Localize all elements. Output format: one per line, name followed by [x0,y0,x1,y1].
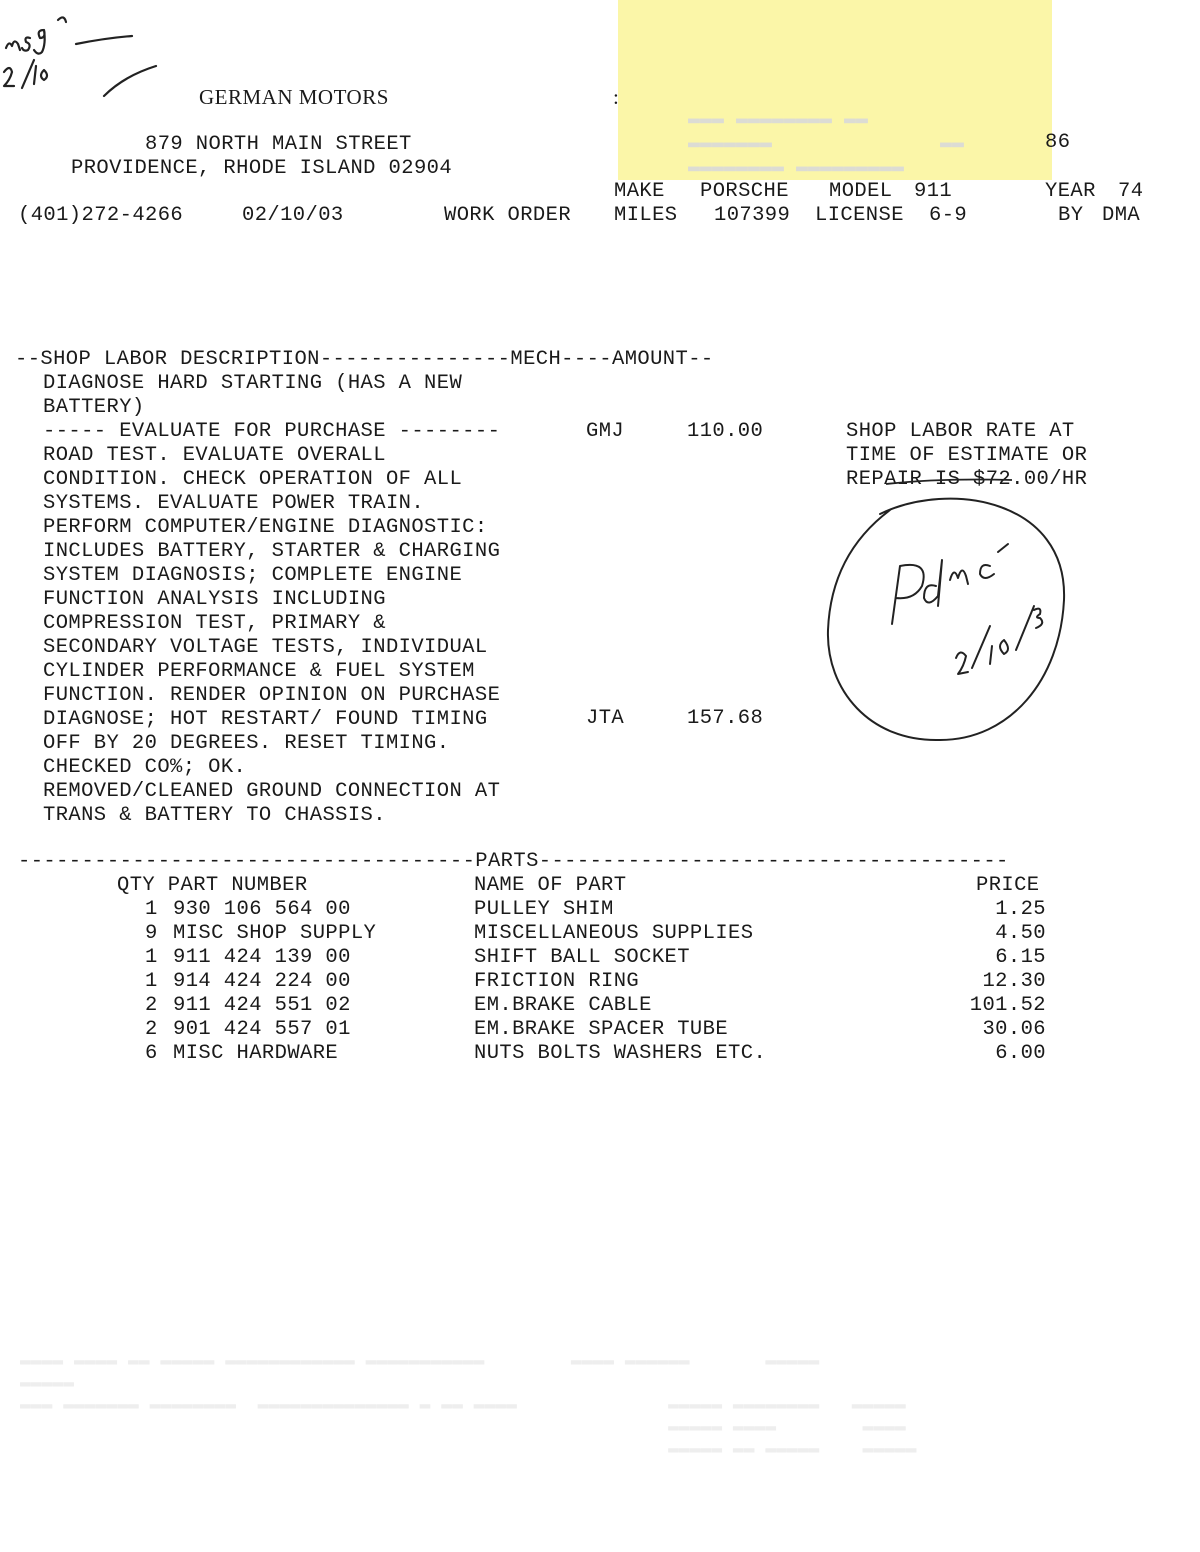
labor-line: COMPRESSION TEST, PRIMARY & [43,612,386,635]
by-label: BY [1058,204,1084,227]
part-qty: 9 [145,922,158,945]
part-number: 901 424 557 01 [173,1018,351,1041]
labor-header: --SHOP LABOR DESCRIPTION---------------MECH----AMOUNT-- [15,348,714,371]
miles-label: MILES [614,204,678,227]
parts-row [0,946,1200,970]
labor-amount: 157.68 [687,707,764,730]
covered-customer-text: ▬▬▬ ▬▬▬▬▬▬▬▬ ▬▬ ▬▬▬▬▬▬▬ ▬▬ ▬▬▬▬▬▬▬▬ ▬▬▬▬▬▬▬▬▬ [688,108,965,179]
part-qty: 1 [145,970,158,993]
part-qty: 6 [145,1042,158,1065]
parts-col-name: NAME OF PART [474,874,627,897]
labor-line: BATTERY) [43,396,145,419]
parts-header: ------------------------------------PARTS------------------------------------- [18,850,1009,873]
part-qty: 1 [145,898,158,921]
part-price: 1.25 [995,898,1046,921]
labor-line: FUNCTION ANALYSIS INCLUDING [43,588,386,611]
part-qty: 2 [145,994,158,1017]
shop-phone: (401)272-4266 [18,204,184,227]
parts-row [0,898,1200,922]
labor-mech: GMJ [586,420,625,443]
work-order-date: 02/10/03 [242,204,344,227]
labor-line: REMOVED/CLEANED GROUND CONNECTION AT [43,780,501,803]
part-price: 6.00 [995,1042,1046,1065]
labor-line: SECONDARY VOLTAGE TESTS, INDIVIDUAL [43,636,488,659]
parts-row [0,970,1200,994]
part-number: 911 424 551 02 [173,994,351,1017]
part-name: FRICTION RING [474,970,640,993]
labor-description [43,372,500,828]
part-price: 12.30 [982,970,1046,993]
parts-row [0,1018,1200,1042]
shop-street: 879 NORTH MAIN STREET [145,133,412,156]
part-name: NUTS BOLTS WASHERS ETC. [474,1042,767,1065]
labor-line: ROAD TEST. EVALUATE OVERALL [43,444,386,467]
labor-line: FUNCTION. RENDER OPINION ON PURCHASE [43,684,501,707]
labor-line: CHECKED CO%; OK. [43,756,247,779]
part-price: 6.15 [995,946,1046,969]
paid-stamp-handwriting [820,490,1080,760]
license-label: LICENSE [815,204,904,227]
make-value: PORSCHE [700,180,789,203]
shop-city: PROVIDENCE, RHODE ISLAND 02904 [71,157,453,180]
part-number: MISC HARDWARE [173,1042,339,1065]
parts-table [0,898,1200,1066]
miles-value: 107399 [714,204,791,227]
year-value: 74 [1118,180,1144,203]
labor-line: TRANS & BATTERY TO CHASSIS. [43,804,386,827]
labor-line: INCLUDES BATTERY, STARTER & CHARGING [43,540,501,563]
year-label: YEAR [1045,180,1096,203]
labor-line: OFF BY 20 DEGREES. RESET TIMING. [43,732,450,755]
parts-row [0,994,1200,1018]
part-price: 30.06 [982,1018,1046,1041]
parts-row [0,922,1200,946]
labor-line: DIAGNOSE; HOT RESTART/ FOUND TIMING [43,708,488,731]
model-value: 911 [914,180,953,203]
labor-mech: JTA [586,707,625,730]
parts-col-qty-part: QTY PART NUMBER [117,874,308,897]
labor-amount: 110.00 [687,420,764,443]
labor-rate-note: REPAIR IS $72.00/HR [846,468,1088,491]
part-qty: 1 [145,946,158,969]
parts-col-price: PRICE [976,874,1040,897]
part-price: 4.50 [995,922,1046,945]
header-mark: : [613,85,620,109]
pen-strike-mark [880,470,1020,500]
labor-line: CONDITION. CHECK OPERATION OF ALL [43,468,463,491]
part-price: 101.52 [969,994,1046,1017]
part-name: SHIFT BALL SOCKET [474,946,690,969]
labor-line: CYLINDER PERFORMANCE & FUEL SYSTEM [43,660,475,683]
license-value: 6-9 [929,204,968,227]
part-number: 914 424 224 00 [173,970,351,993]
labor-rate-note: SHOP LABOR RATE AT [846,420,1075,443]
part-qty: 2 [145,1018,158,1041]
labor-line: ----- EVALUATE FOR PURCHASE -------- [43,420,501,443]
labor-line: DIAGNOSE HARD STARTING (HAS A NEW [43,372,463,395]
part-name: PULLEY SHIM [474,898,614,921]
part-number: 911 424 139 00 [173,946,351,969]
shop-name: GERMAN MOTORS [199,85,389,109]
labor-rate-note: TIME OF ESTIMATE OR [846,444,1088,467]
labor-line: SYSTEM DIAGNOSIS; COMPLETE ENGINE [43,564,463,587]
part-name: EM.BRAKE SPACER TUBE [474,1018,729,1041]
parts-row [0,1042,1200,1066]
part-name: EM.BRAKE CABLE [474,994,652,1017]
labor-line: PERFORM COMPUTER/ENGINE DIAGNOSTIC: [43,516,488,539]
labor-line: SYSTEMS. EVALUATE POWER TRAIN. [43,492,425,515]
part-name: MISCELLANEOUS SUPPLIES [474,922,754,945]
doc-type: WORK ORDER [444,204,572,227]
bleed-through-text: ▬▬▬▬ ▬▬▬▬ ▬▬ ▬▬▬▬▬ ▬▬▬▬▬▬▬▬▬▬▬▬ ▬▬▬▬▬▬▬▬▬▬▬ ▬▬▬▬ ▬▬▬▬▬▬ ▬▬▬▬▬ ▬▬▬▬▬ ▬▬▬ ▬▬▬▬▬▬▬ ▬▬▬▬▬▬▬▬ ▬▬▬▬▬▬▬▬▬▬▬▬▬▬ ▬ ▬▬ ▬▬▬▬ ▬▬▬▬▬ ▬▬▬▬▬▬▬▬ ▬▬▬▬▬ ▬▬▬▬▬ ▬▬▬▬ ▬▬▬▬ ▬▬▬▬▬ ▬▬ ▬▬▬▬▬ ▬▬▬▬▬ [20,1351,917,1459]
handwritten-corner-note [0,0,180,120]
make-label: MAKE [614,180,665,203]
ro-fragment: 86 [1045,131,1071,154]
by-value: DMA [1102,204,1141,227]
model-label: MODEL [829,180,893,203]
part-number: MISC SHOP SUPPLY [173,922,377,945]
part-number: 930 106 564 00 [173,898,351,921]
